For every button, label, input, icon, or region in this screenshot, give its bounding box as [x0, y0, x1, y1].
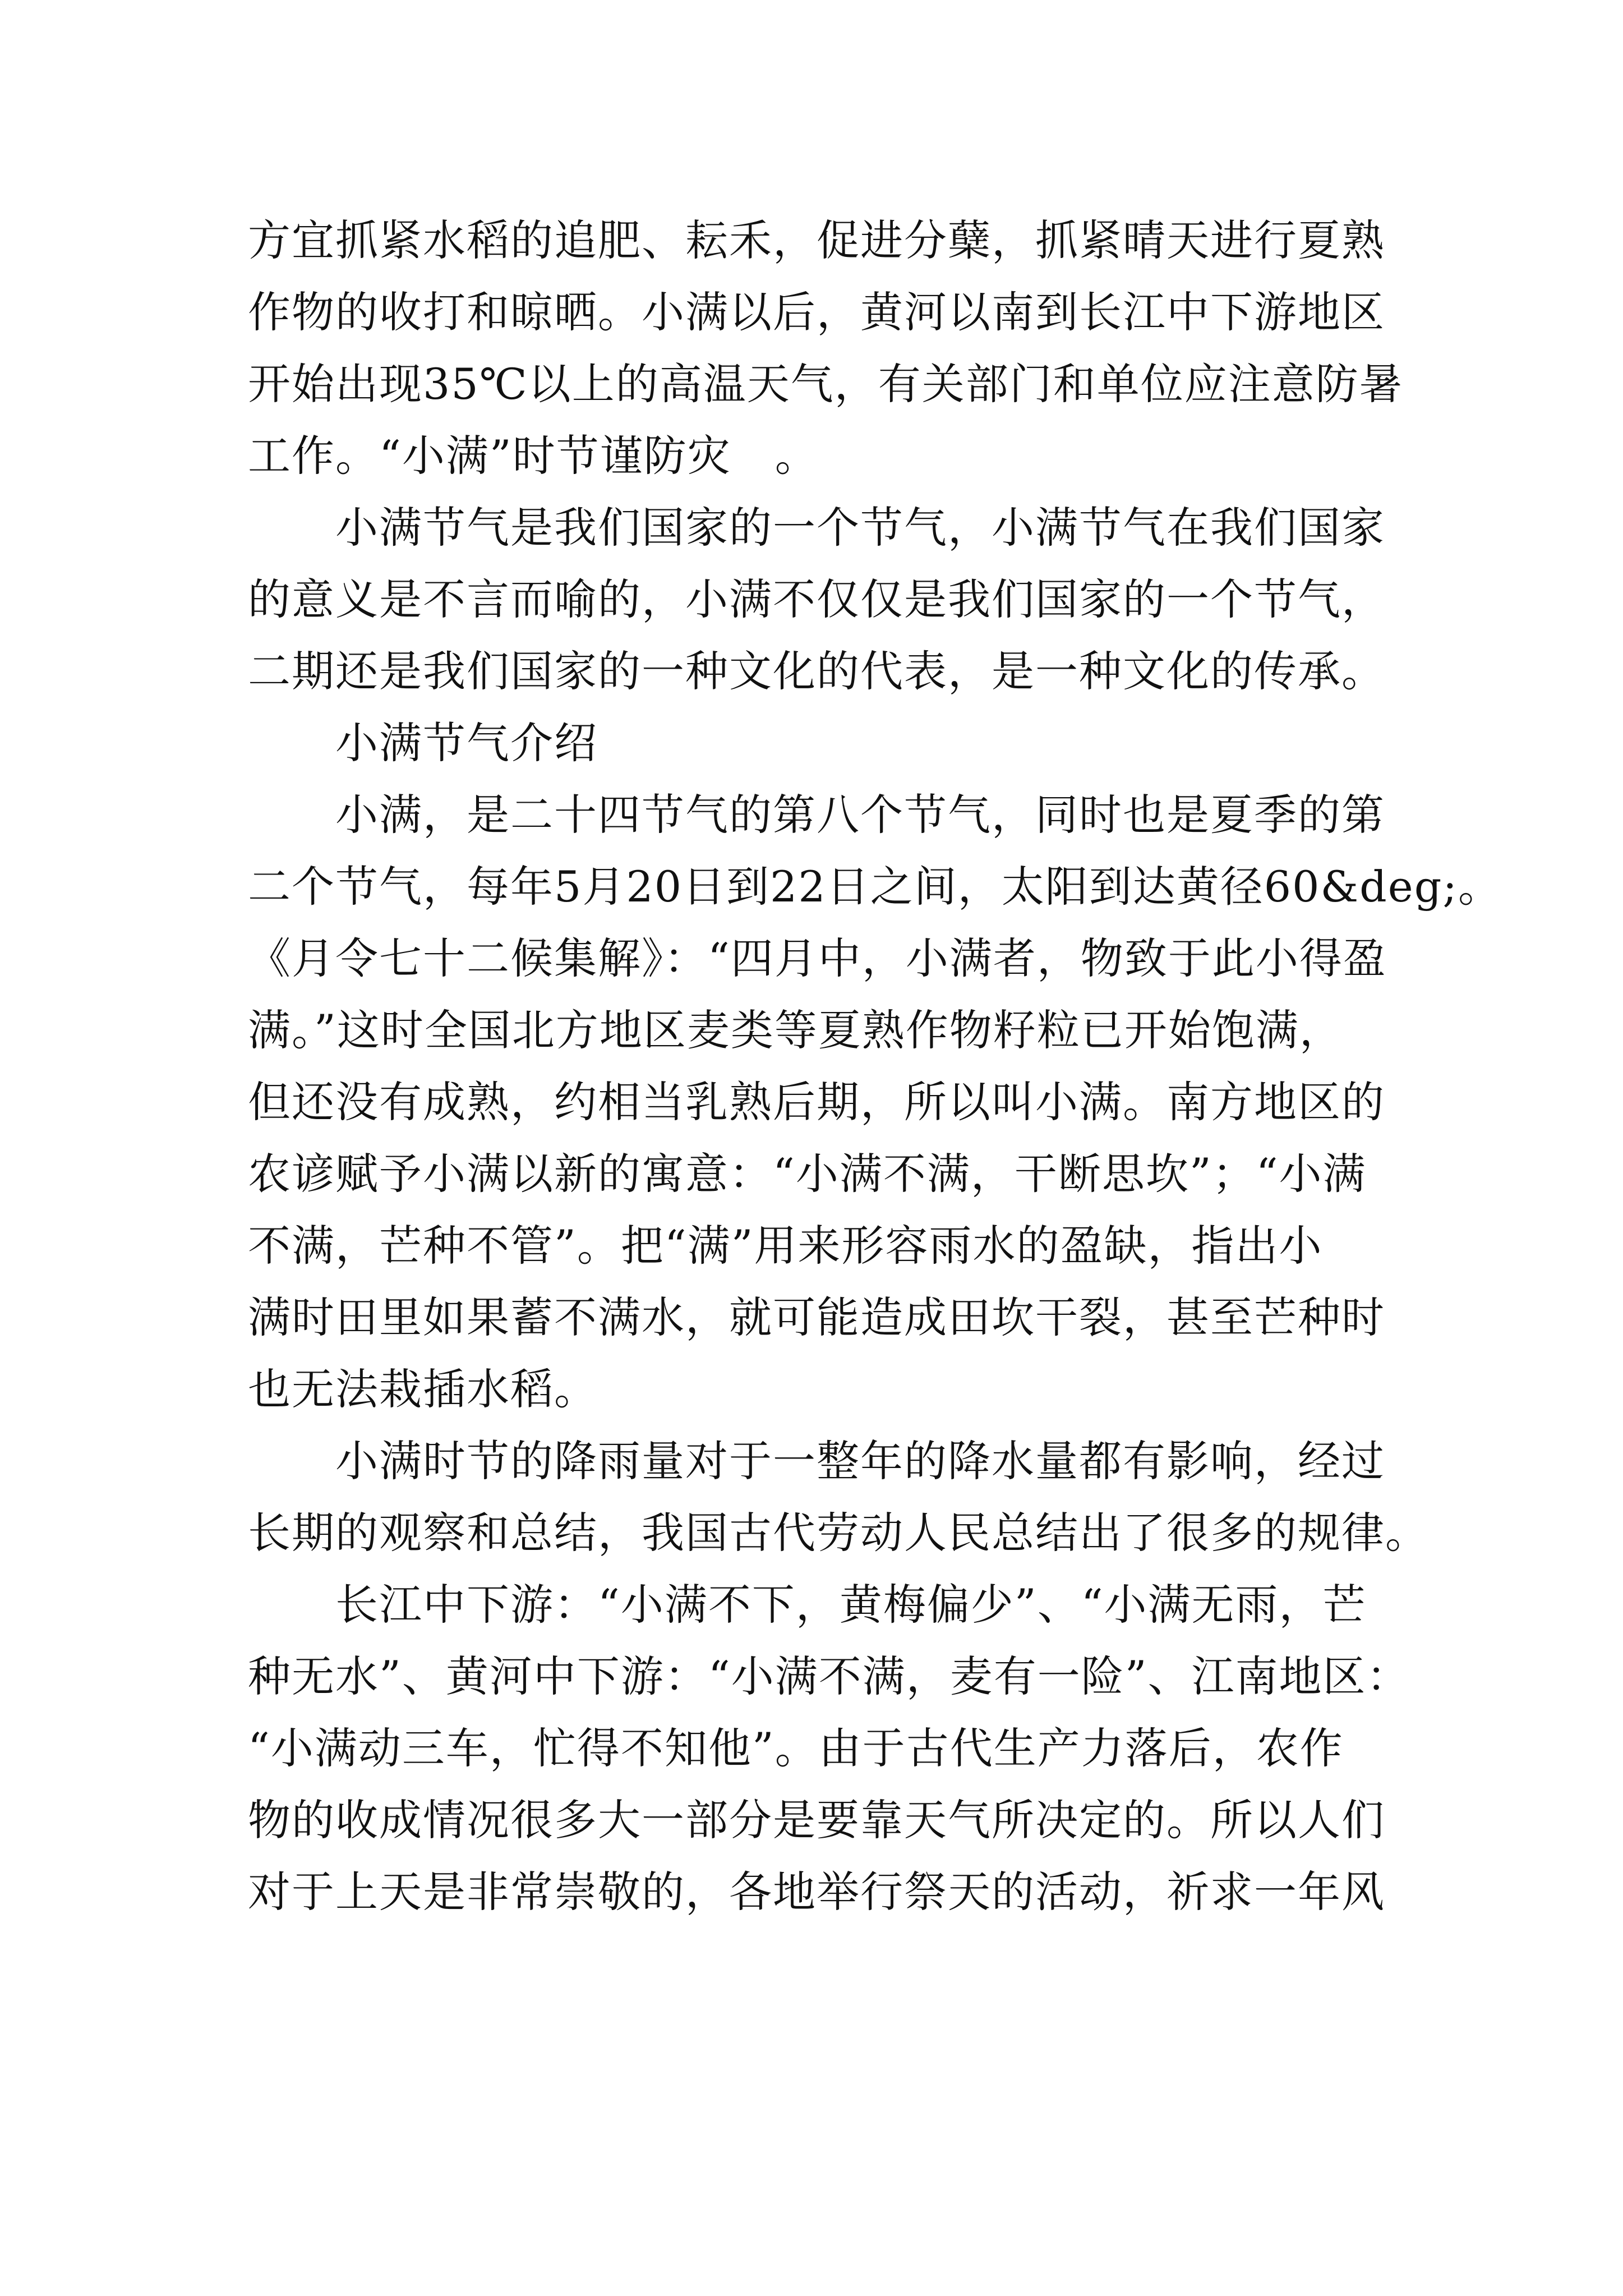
text-line: 方宜抓紧水稻的追肥、耘禾，促进分蘖，抓紧晴天进行夏熟 [248, 215, 1385, 265]
text-line: 小满节气介绍 [335, 718, 598, 768]
text-line: 开始出现35℃以上的高温天气，有关部门和单位应注意防暑 [248, 359, 1403, 409]
text-line: 满。”这时全国北方地区麦类等夏熟作物籽粒已开始饱满， [248, 1005, 1343, 1055]
text-line: 小满节气是我们国家的一个节气，小满节气在我们国家 [335, 503, 1385, 553]
text-line: 也无法栽插水稻。 [248, 1364, 598, 1414]
text-line: 长江中下游：“小满不下，黄梅偏少”、“小满无雨，芒 [335, 1580, 1367, 1630]
text-line: 但还没有成熟，约相当乳熟后期，所以叫小满。南方地区的 [248, 1077, 1385, 1127]
text-line: “小满动三车，忙得不知他”。由于古代生产力落后，农作 [248, 1723, 1344, 1773]
text-line: 工作。“小满”时节谨防灾 。 [248, 431, 819, 481]
text-line: 满时田里如果蓄不满水，就可能造成田坎干裂，甚至芒种时 [248, 1292, 1385, 1342]
document-body [248, 205, 1502, 1928]
text-line: 物的收成情况很多大一部分是要靠天气所决定的。所以人们 [248, 1795, 1385, 1845]
text-line: 小满时节的降雨量对于一整年的降水量都有影响，经过 [335, 1436, 1385, 1486]
text-line: 的意义是不言而喻的，小满不仅仅是我们国家的一个节气， [248, 574, 1385, 624]
text-line: 种无水”、黄河中下游：“小满不满，麦有一险”、江南地区： [248, 1651, 1410, 1701]
text-line: 长期的观察和总结，我国古代劳动人民总结出了很多的规律。 [248, 1508, 1429, 1558]
text-line: 作物的收打和晾晒。小满以后，黄河以南到长江中下游地区 [248, 287, 1385, 337]
text-line: 不满，芒种不管”。把“满”用来形容雨水的盈缺，指出小 [248, 1221, 1323, 1271]
text-line: 农谚赋予小满以新的寓意：“小满不满，干断思坎”；“小满 [248, 1149, 1367, 1199]
text-line: 对于上天是非常崇敬的，各地举行祭天的活动，祈求一年风 [248, 1867, 1385, 1917]
text-line: 二个节气，每年5月20日到22日之间，太阳到达黄径60&deg;。 [248, 862, 1502, 912]
text-line: 小满，是二十四节气的第八个节气，同时也是夏季的第 [335, 790, 1385, 840]
text-line: 《月令七十二候集解》：“四月中，小满者，物致于此小得盈 [248, 933, 1387, 983]
text-line: 二期还是我们国家的一种文化的代表，是一种文化的传承。 [248, 646, 1385, 696]
